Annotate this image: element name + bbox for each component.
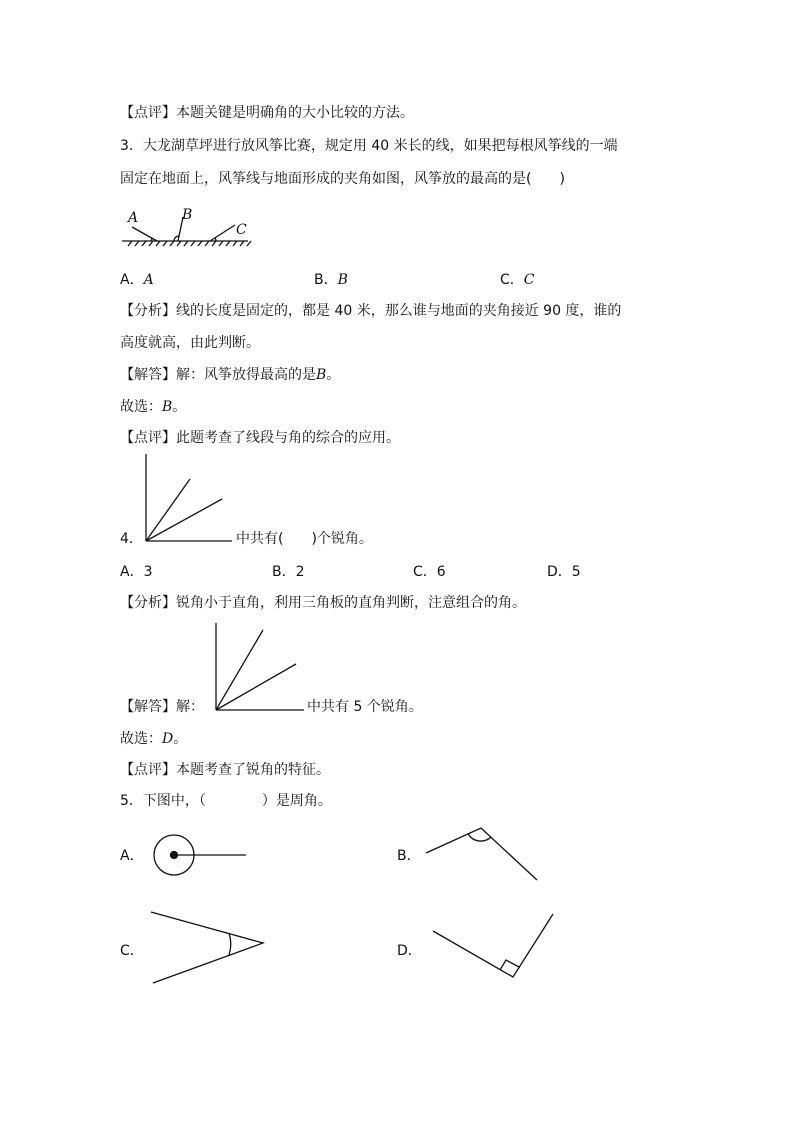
q3-option-b: B．B bbox=[314, 272, 348, 288]
q4-comment: 【点评】本题考查了锐角的特征。 bbox=[120, 762, 330, 778]
q5-stem: 5．下图中，（ ）是周角。 bbox=[120, 793, 332, 809]
q3-figure-label-c: C bbox=[236, 222, 247, 238]
q5-option-c-label: C． bbox=[120, 943, 144, 959]
q5-figure-c-acute-angle bbox=[145, 905, 270, 990]
q5-figure-d-right-angle bbox=[425, 908, 560, 988]
q4-option-a: A．3 bbox=[120, 564, 153, 580]
q5-option-a-label: A． bbox=[120, 848, 144, 864]
q3-comment: 【点评】此题考查了线段与角的综合的应用。 bbox=[120, 430, 400, 446]
q3-analysis-line1: 【分析】线的长度是固定的，都是 40 米，那么谁与地面的夹角接近 90 度，谁的 bbox=[120, 303, 622, 319]
q3-figure-label-a: A bbox=[128, 210, 139, 226]
q5-option-b-label: B． bbox=[397, 848, 421, 864]
q4-angle-figure bbox=[140, 450, 240, 546]
q3-stem-line2: 固定在地面上，风筝线与地面形成的夹角如图，风筝放的最高的是( ) bbox=[120, 171, 565, 187]
q3-stem-line1: 3．大龙湖草坪进行放风筝比赛，规定用 40 米长的线，如果把每根风筝线的一端 bbox=[120, 138, 618, 154]
q5-figure-a-full-angle bbox=[150, 832, 250, 878]
q3-figure-label-b: B bbox=[182, 207, 193, 223]
q3-option-c: C．C bbox=[500, 272, 535, 288]
q3-analysis-line2: 高度就高，由此判断。 bbox=[120, 335, 260, 351]
q3-option-a: A．A bbox=[120, 272, 154, 288]
q4-option-c: C．6 bbox=[413, 564, 446, 580]
q2-comment: 【点评】本题关键是明确角的大小比较的方法。 bbox=[120, 105, 414, 121]
q3-answer: 【解答】解：风筝放得最高的是B。 bbox=[120, 367, 341, 383]
q4-number: 4． bbox=[120, 531, 143, 547]
q4-answer: 中共有 5 个锐角。 bbox=[307, 699, 423, 715]
q4-option-b: B．2 bbox=[272, 564, 305, 580]
q4-option-d: D．5 bbox=[547, 564, 581, 580]
q3-choice: 故选：B。 bbox=[120, 399, 187, 415]
q4-answer-angle-figure bbox=[210, 620, 310, 716]
q4-answer-prefix: 【解答】解： bbox=[120, 699, 204, 715]
q4-analysis: 【分析】锐角小于直角，利用三角板的直角判断，注意组合的角。 bbox=[120, 595, 526, 611]
q4-choice: 故选：D。 bbox=[120, 731, 188, 747]
q4-stem: 中共有( )个锐角。 bbox=[236, 531, 373, 547]
q5-option-d-label: D． bbox=[397, 943, 422, 959]
q5-figure-b-obtuse-angle bbox=[420, 820, 545, 885]
